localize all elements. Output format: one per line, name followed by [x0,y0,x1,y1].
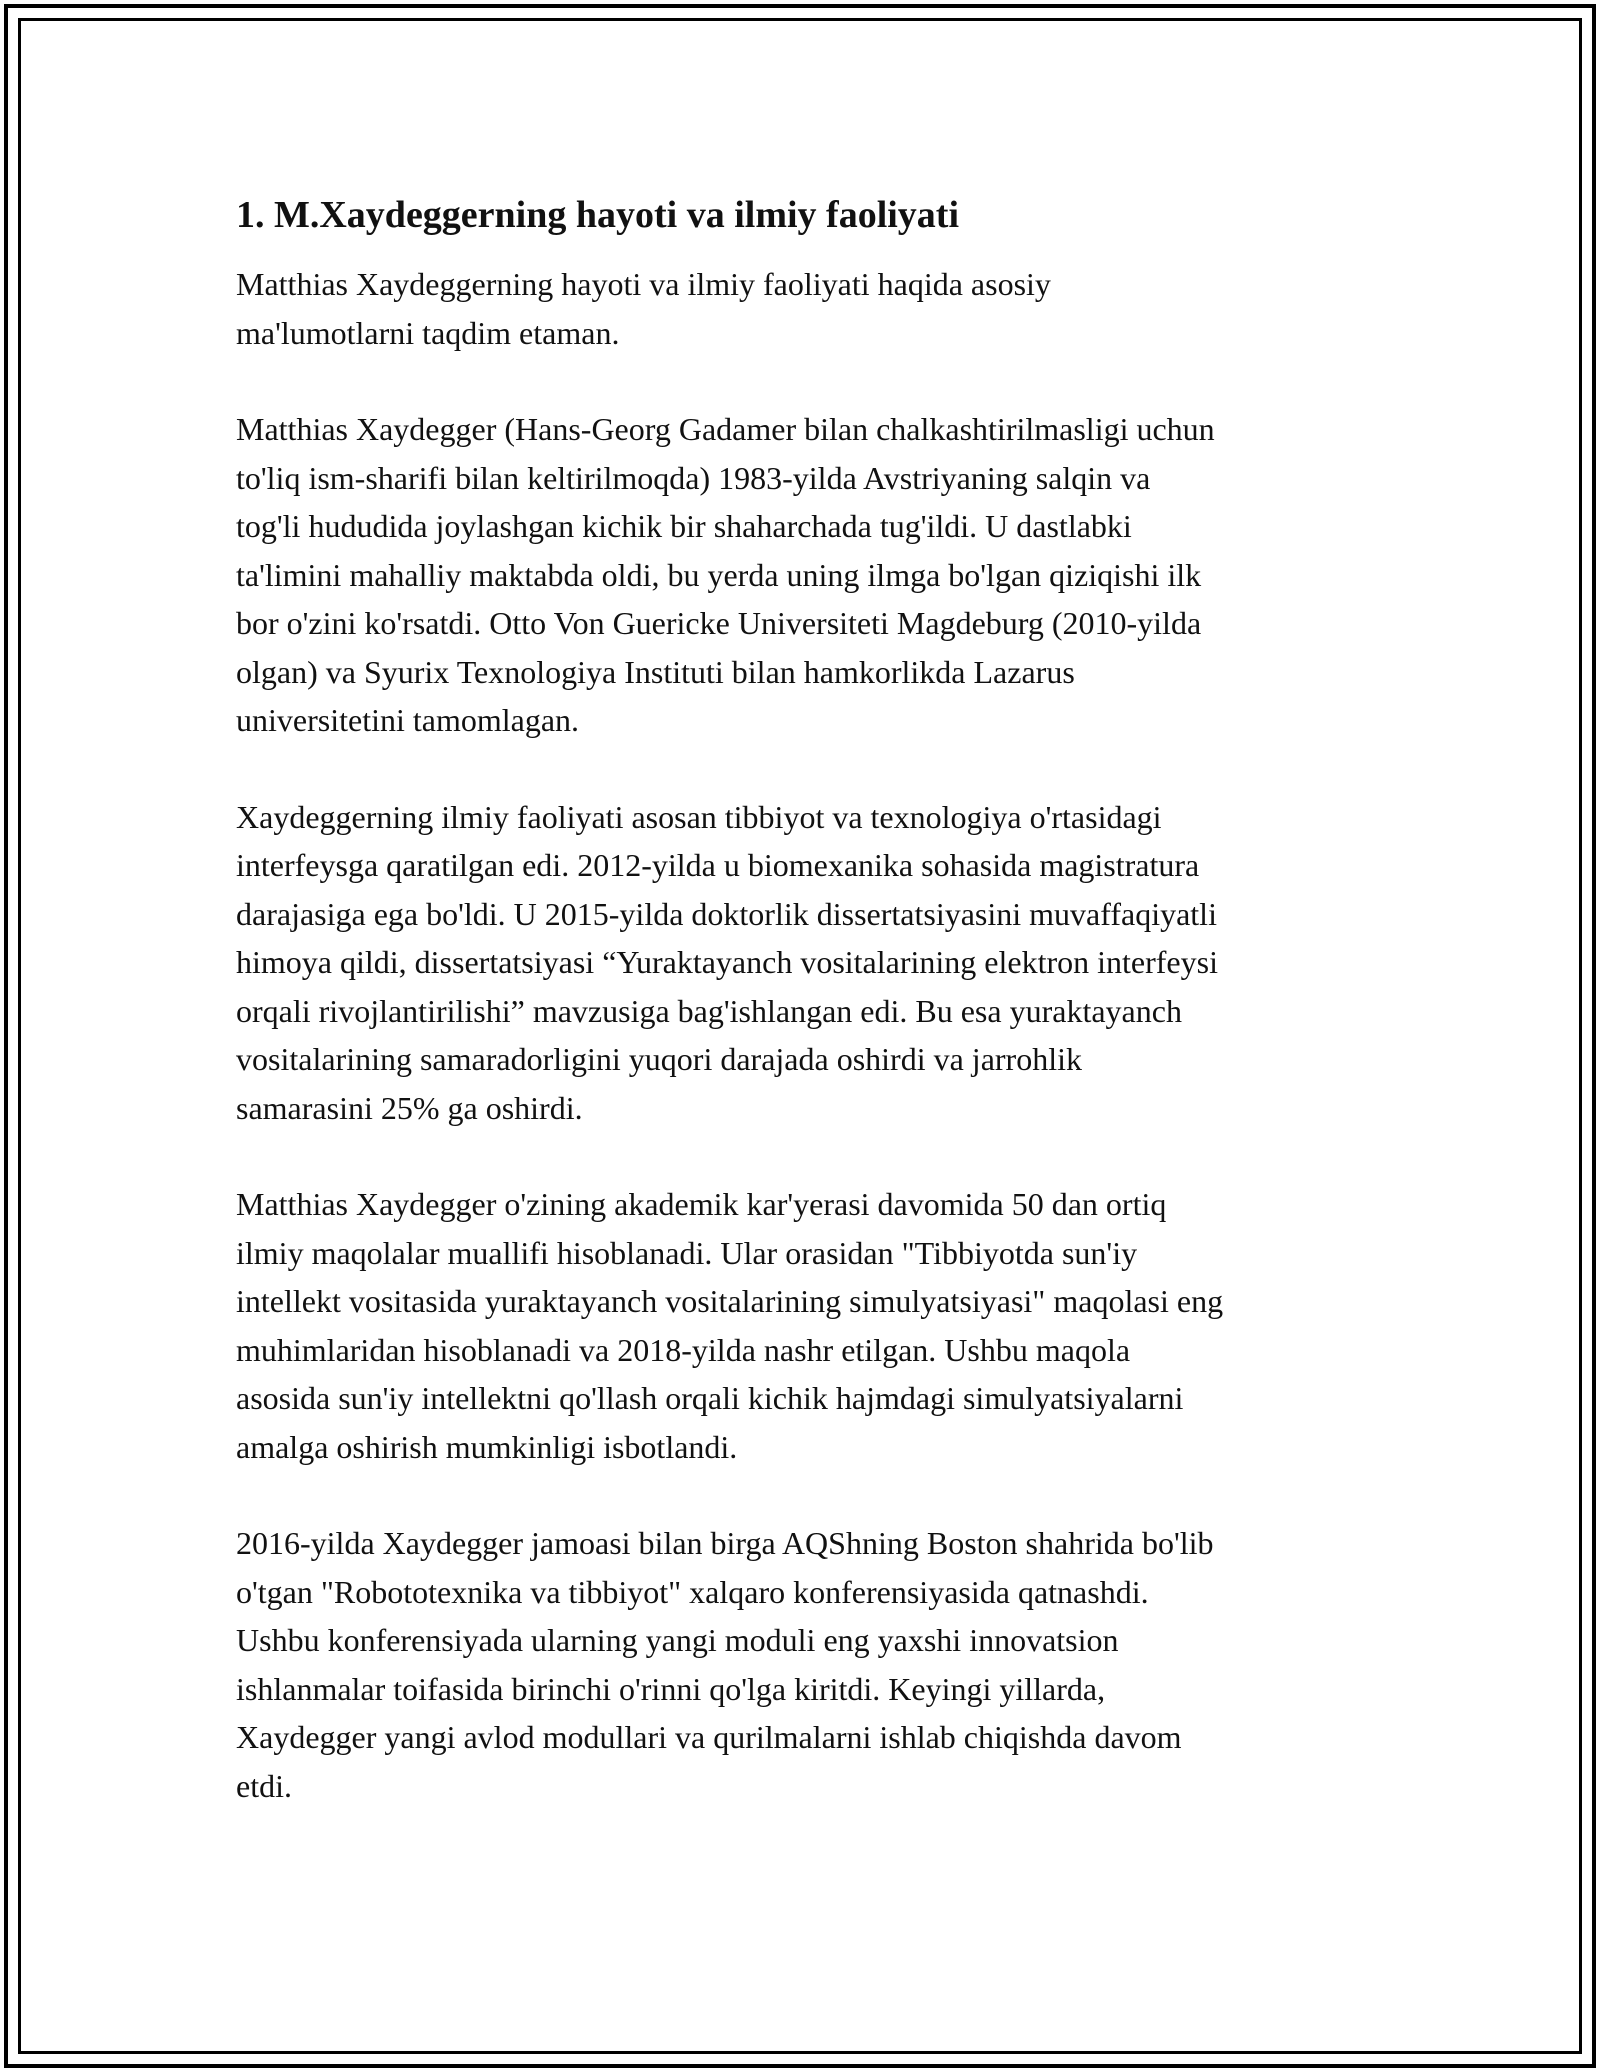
text-line: universitetini tamomlagan. [236,702,580,738]
text-line: Ushbu konferensiyada ularning yangi moduli eng yaxshi innovatsion [236,1622,1119,1658]
text-line: interfeysga qaratilgan edi. 2012-yilda u biomexanika sohasida magistratura [236,847,1200,883]
text-line: tog'li hududida joylashgan kichik bir shaharchada tug'ildi. U dastlabki [236,508,1132,544]
section-heading: 1. M.Xaydeggerning hayoti va ilmiy faoliyati [236,194,960,236]
text-line: himoya qildi, dissertatsiyasi “Yuraktayanch vositalarining elektron interfeysi [236,944,1218,980]
text-line: amalga oshirish mumkinligi isbotlandi. [236,1428,738,1465]
text-line: samarasini 25% ga oshirdi. [236,1089,583,1126]
text-line: muhimlaridan hisoblanadi va 2018-yilda nashr etilgan. Ushbu maqola [236,1331,1131,1368]
text-line: intellekt vositasida yuraktayanch vositalarining simulyatsiyasi" maqolasi eng [236,1283,1224,1319]
text-line: to'liq ism-sharifi bilan keltirilmoqda) 1983-yilda Avstriyaning salqin va [236,459,1151,496]
text-line: Matthias Xaydegger o'zining akademik kar'yerasi davomida 50 dan ortiq [236,1186,1167,1222]
text-line: 2016-yilda Xaydegger jamoasi bilan birga AQShning Boston shahrida bo'lib [236,1525,1214,1561]
paragraph-publications [236,1180,1376,1471]
text-line: ta'limini mahalliy maktabda oldi, bu yerda uning ilmga bo'lgan qiziqishi ilk [236,556,1202,593]
paragraph-intro [236,260,1376,357]
text-line: asosida sun'iy intellektni qo'llash orqali kichik hajmdagi simulyatsiyalarni [236,1380,1184,1416]
text-line: olgan) va Syurix Texnologiya Instituti bilan hamkorlikda Lazarus [236,653,1075,690]
text-line: etdi. [236,1767,292,1804]
text-line: darajasiga ega bo'ldi. U 2015-yilda doktorlik dissertatsiyasini muvaffaqiyatli [236,895,1217,932]
text-line: Xaydegger yangi avlod modullari va qurilmalarni ishlab chiqishda davom [236,1719,1182,1755]
text-line: ma'lumotlarni taqdim etaman. [236,314,620,351]
text-line: o'tgan "Robototexnika va tibbiyot" xalqaro konferensiyasida qatnashdi. [236,1573,1149,1610]
paragraph-research [236,793,1376,1133]
text-line: ishlanmalar toifasida birinchi o'rinni qo'lga kiritdi. Keyingi yillarda, [236,1670,1106,1707]
text-line: orqali rivojlantirilishi” mavzusiga bag'ishlangan edi. Bu esa yuraktayanch [236,992,1182,1029]
document-body [236,190,1376,1858]
text-line: Xaydeggerning ilmiy faoliyati asosan tibbiyot va texnologiya o'rtasidagi [236,798,1162,835]
text-line: ilmiy maqolalar muallifi hisoblanadi. Ular orasidan "Tibbiyotda sun'iy [236,1234,1138,1271]
paragraph-conference [236,1519,1376,1810]
text-line: Matthias Xaydegger (Hans-Georg Gadamer bilan chalkashtirilmasligi uchun [236,411,1215,447]
paragraph-biography [236,405,1376,745]
text-line: vositalarining samaradorligini yuqori darajada oshirdi va jarrohlik [236,1041,1082,1077]
text-line: bor o'zini ko'rsatdi. Otto Von Guericke Universiteti Magdeburg (2010-yilda [236,605,1202,641]
text-line: Matthias Xaydeggerning hayoti va ilmiy faoliyati haqida asosiy [236,266,1051,302]
